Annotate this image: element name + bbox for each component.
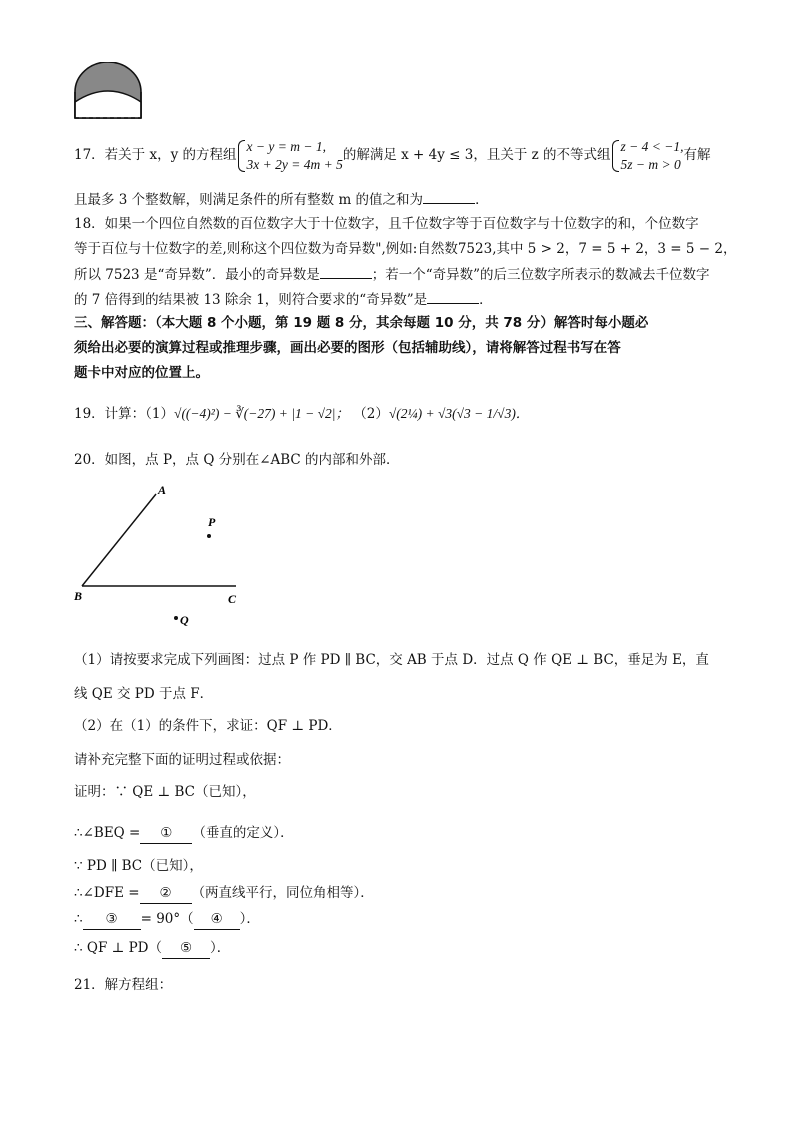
proof-line-4: ∴∠DFE = ② （两直线平行，同位角相等）． (74, 883, 374, 904)
proof-line-3: ∵ PD ∥ BC（已知）， (74, 858, 203, 874)
q20-fill-instruction: 请补充完整下面的证明过程或依据： (74, 752, 290, 768)
q18-line3: 所以 7523 是“奇异数”．最小的奇异数是 ；若一个“奇异数”的后三位数字所表示的数减去千位数字 (74, 264, 710, 285)
q19-expression-2: √(2¼) + √3(√3 − 1/√3)． (388, 406, 530, 421)
proof-blank-4[interactable]: ④ (194, 909, 240, 930)
point-Q (174, 616, 178, 620)
q18-line2: 等于百位与十位数字的差,则称这个四位数为奇异数",例如:自然数7523,其中 5 > 2，7 = 5 + 2，3 = 5 − 2， (74, 241, 737, 257)
q17-line1: 17．若关于 x，y 的方程组 x − y = m − 1, 3x + 2y = 4m + 5 的解满足 x + 4y ≤ 3，且关于 z 的不等式组 z − 4 < −1, 5z − m > 0 有解 (74, 138, 711, 172)
q19-expression-1: √((−4)²) − ∛(−27) + |1 − √2|； (174, 406, 349, 421)
proof-blank-1[interactable]: ① (140, 823, 192, 844)
proof-line-5: ∴ ③ = 90°（ ④ ）． (74, 909, 260, 930)
q20-part1-line1: （1）请按要求完成下列画图：过点 P 作 PD ∥ BC，交 AB 于点 D．过点 Q 作 QE ⊥ BC，垂足为 E，直 (74, 652, 709, 668)
q17-answer-blank[interactable] (423, 189, 475, 204)
q17-equation-system: x − y = m − 1, 3x + 2y = 4m + 5 (237, 138, 343, 174)
q17-line2: 且最多 3 个整数解，则满足条件的所有整数 m 的值之和为 ． (74, 189, 489, 210)
label-A: A (158, 483, 167, 497)
proof-blank-2[interactable]: ② (140, 883, 192, 904)
label-C: C (228, 592, 237, 606)
q18-answer-blank-1[interactable] (320, 264, 372, 279)
proof-line-6: ∴ QF ⊥ PD（ ⑤ ）． (74, 938, 230, 959)
proof-line-1: 证明：∵ QE ⊥ BC（已知）， (74, 784, 256, 800)
q20-intro: 20．如图，点 P，点 Q 分别在∠ABC 的内部和外部． (74, 452, 400, 468)
proof-blank-3[interactable]: ③ (83, 909, 141, 930)
q20-part2: （2）在（1）的条件下，求证：QF ⊥ PD． (74, 718, 342, 734)
q19: 19．计算：（1）√((−4)²) − ∛(−27) + |1 − √2|； （2）√(2¼) + √3(√3 − 1/√3)． (74, 406, 530, 422)
ray-BA (82, 494, 156, 586)
point-P (207, 534, 211, 538)
arch-figure (70, 62, 146, 122)
q18-line4: 的 7 倍得到的结果被 13 除余 1，则符合要求的“奇异数”是 ． (74, 289, 493, 310)
q20-angle-figure (70, 478, 250, 628)
q18-answer-blank-2[interactable] (427, 289, 479, 304)
label-B: B (74, 589, 83, 603)
label-Q: Q (180, 613, 189, 627)
label-P: P (208, 515, 216, 529)
section3-line2: 须给出必要的演算过程或推理步骤，画出必要的图形（包括辅助线），请将解答过程书写在答 (74, 340, 621, 356)
q18-line1: 18．如果一个四位自然数的百位数字大于十位数字，且千位数字等于百位数字与十位数字的和，个位数字 (74, 216, 699, 232)
proof-line-2: ∴∠BEQ = ① （垂直的定义）． (74, 823, 294, 844)
section3-line3: 题卡中对应的位置上。 (74, 365, 209, 381)
q17-inequality-system: z − 4 < −1, 5z − m > 0 (611, 138, 684, 174)
q21-title: 21．解方程组： (74, 977, 173, 993)
proof-blank-5[interactable]: ⑤ (162, 938, 210, 959)
q20-part1-line2: 线 QE 交 PD 于点 F． (74, 686, 214, 702)
section3-line1: 三、解答题：（本大题 8 个小题，第 19 题 8 分，其余每题 10 分，共 78 分）解答时每小题必 (74, 315, 649, 331)
